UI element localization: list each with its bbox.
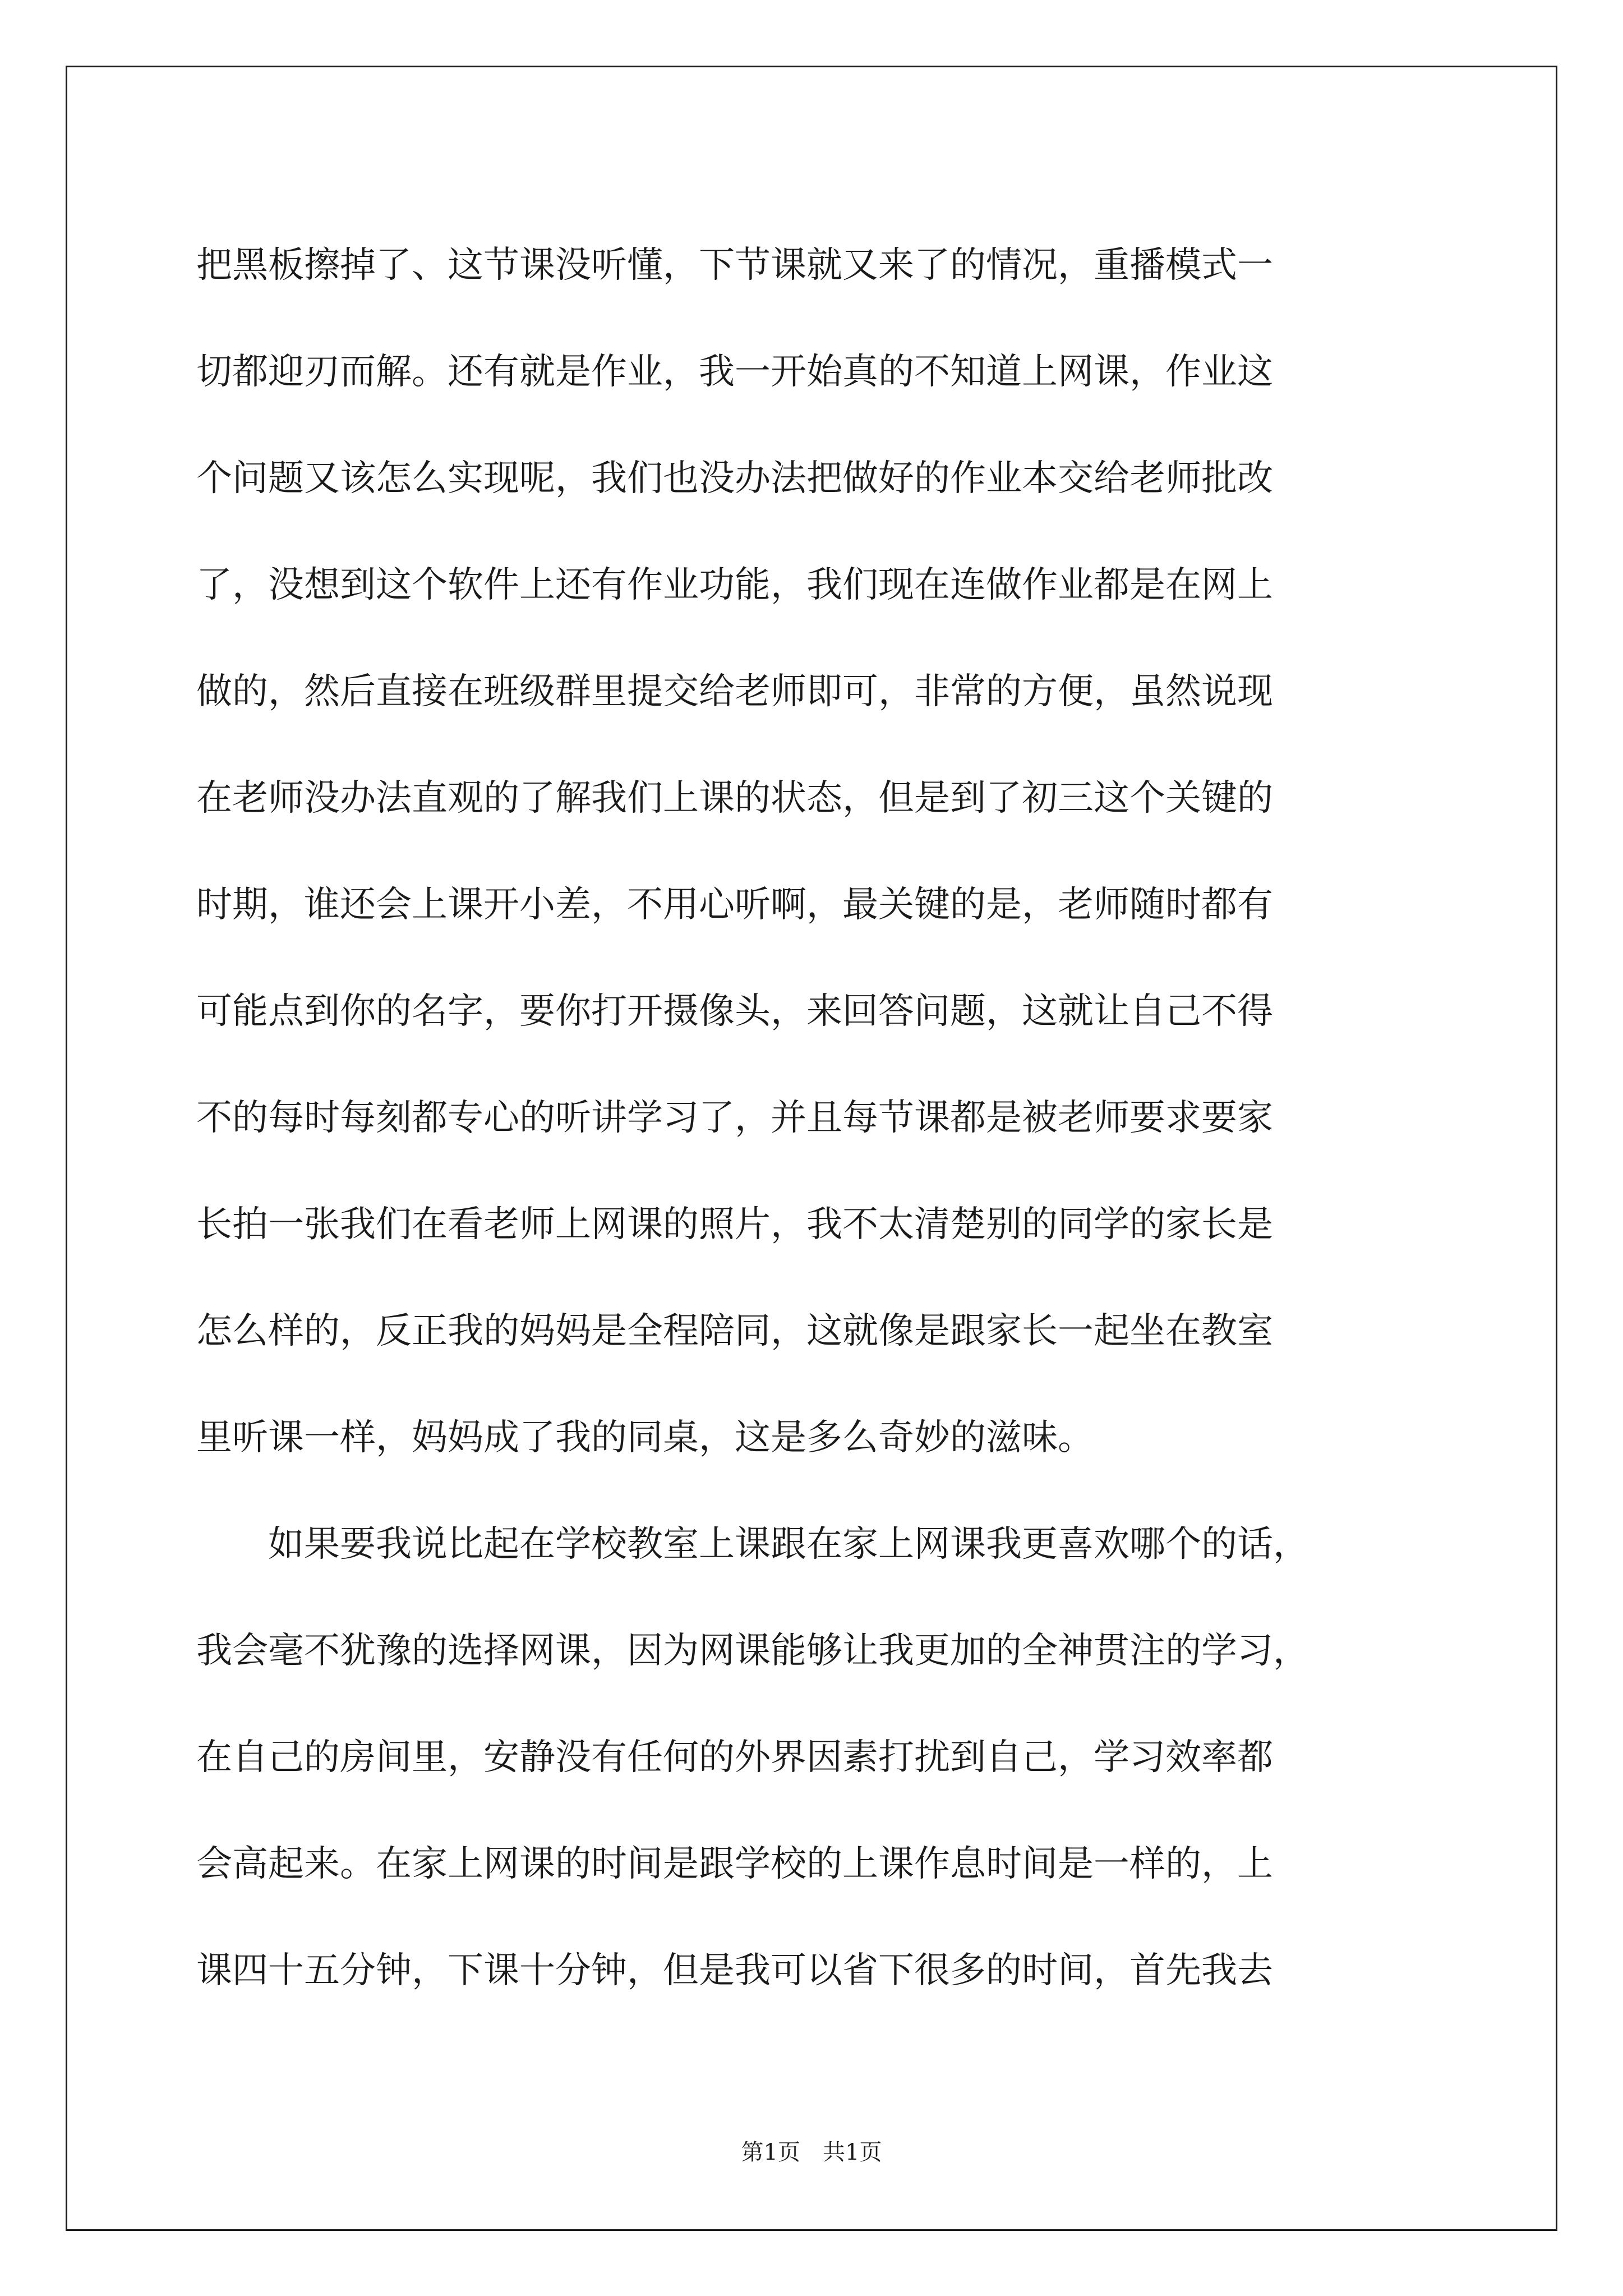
- text-line: 不的每时每刻都专心的听讲学习了，并且每节课都是被老师要求要家: [196, 1097, 1273, 1139]
- text-line: 做的，然后直接在班级群里提交给老师即可，非常的方便，虽然说现: [196, 671, 1273, 712]
- text-line: 个问题又该怎么实现呢，我们也没办法把做好的作业本交给老师批改: [196, 458, 1273, 499]
- text-line: 在老师没办法直观的了解我们上课的状态，但是到了初三这个关键的: [196, 777, 1273, 819]
- text-line: 我会毫不犹豫的选择网课，因为网课能够让我更加的全神贯注的学习，: [196, 1630, 1309, 1672]
- text-line: 课四十五分钟，下课十分钟，但是我可以省下很多的时间，首先我去: [196, 1950, 1273, 1991]
- text-line: 怎么样的，反正我的妈妈是全程陪同，这就像是跟家长一起坐在教室: [196, 1310, 1273, 1352]
- text-line: 可能点到你的名字，要你打开摄像头，来回答问题，这就让自己不得: [196, 991, 1273, 1032]
- text-line: 切都迎刃而解。还有就是作业，我一开始真的不知道上网课，作业这: [196, 351, 1273, 393]
- text-line: 在自己的房间里，安静没有任何的外界因素打扰到自己，学习效率都: [196, 1737, 1273, 1778]
- text-line: 长拍一张我们在看老师上网课的照片，我不太清楚别的同学的家长是: [196, 1204, 1273, 1245]
- text-line: 里听课一样，妈妈成了我的同桌，这是多么奇妙的滋味。: [196, 1417, 1094, 1458]
- text-line: 了，没想到这个软件上还有作业功能，我们现在连做作业都是在网上: [196, 564, 1273, 606]
- document-body: [196, 212, 1436, 2024]
- page-footer: 第1页 共1页: [741, 2139, 882, 2165]
- text-line: 时期，谁还会上课开小差，不用心听啊，最关键的是，老师随时都有: [196, 884, 1273, 926]
- text-line: 把黑板擦掉了、这节课没听懂，下节课就又来了的情况，重播模式一: [196, 245, 1273, 286]
- text-line: 如果要我说比起在学校教室上课跟在家上网课我更喜欢哪个的话，: [196, 1524, 1309, 1565]
- text-line: 会高起来。在家上网课的时间是跟学校的上课作息时间是一样的，上: [196, 1843, 1273, 1885]
